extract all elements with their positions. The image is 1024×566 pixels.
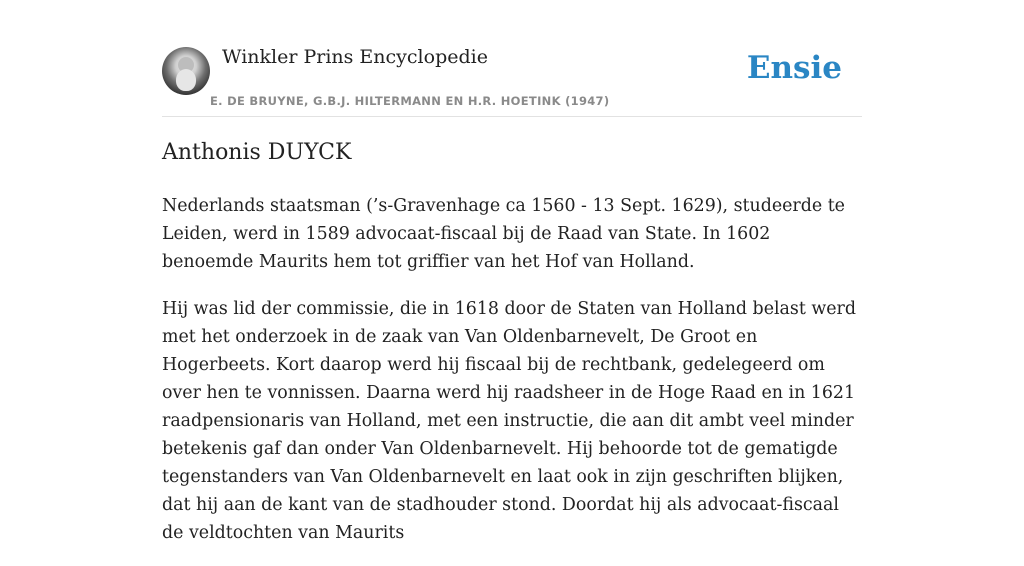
- article-title: Anthonis DUYCK: [162, 140, 352, 165]
- article-paragraph: Hij was lid der commissie, die in 1618 door de Staten van Holland belast werd met het onderzoek in de zaak van Van Oldenbarnevelt, De Groot en Hogerbeets. Kort daarop werd hij fiscaal bij de rechtbank, gedelegeerd om over hen te vonnissen. Daarna werd hij raadsheer in de Hoge Raad en in 1621 raadpensionaris van Holland, met een instructie, die aan dit ambt veel minder betekenis gaf dan onder Van Oldenbarnevelt. Hij behoorde tot de gematigde tegenstanders van Van Oldenbarnevelt en laat ook in zijn geschriften blijken, dat hij aan de kant van de stadhouder stond. Doordat hij als advocaat-fiscaal de veldtochten van Maurits: [162, 299, 856, 543]
- brand-logo[interactable]: Ensie: [746, 50, 842, 86]
- article-paragraph: Nederlands staatsman (’s-Gravenhage ca 1560 - 13 Sept. 1629), studeerde te Leiden, werd in 1589 advocaat-fiscaal bij de Raad van State. In 1602 benoemde Maurits hem tot griffier van het Hof van Holland.: [162, 196, 845, 272]
- site-header: [162, 0, 862, 117]
- avatar-beard: [176, 69, 196, 91]
- site-title[interactable]: Winkler Prins Encyclopedie: [222, 46, 488, 68]
- site-authors: E. DE BRUYNE, G.B.J. HILTERMANN EN H.R. HOETINK (1947): [210, 94, 610, 108]
- article-body: [162, 192, 862, 566]
- author-avatar: [162, 47, 210, 95]
